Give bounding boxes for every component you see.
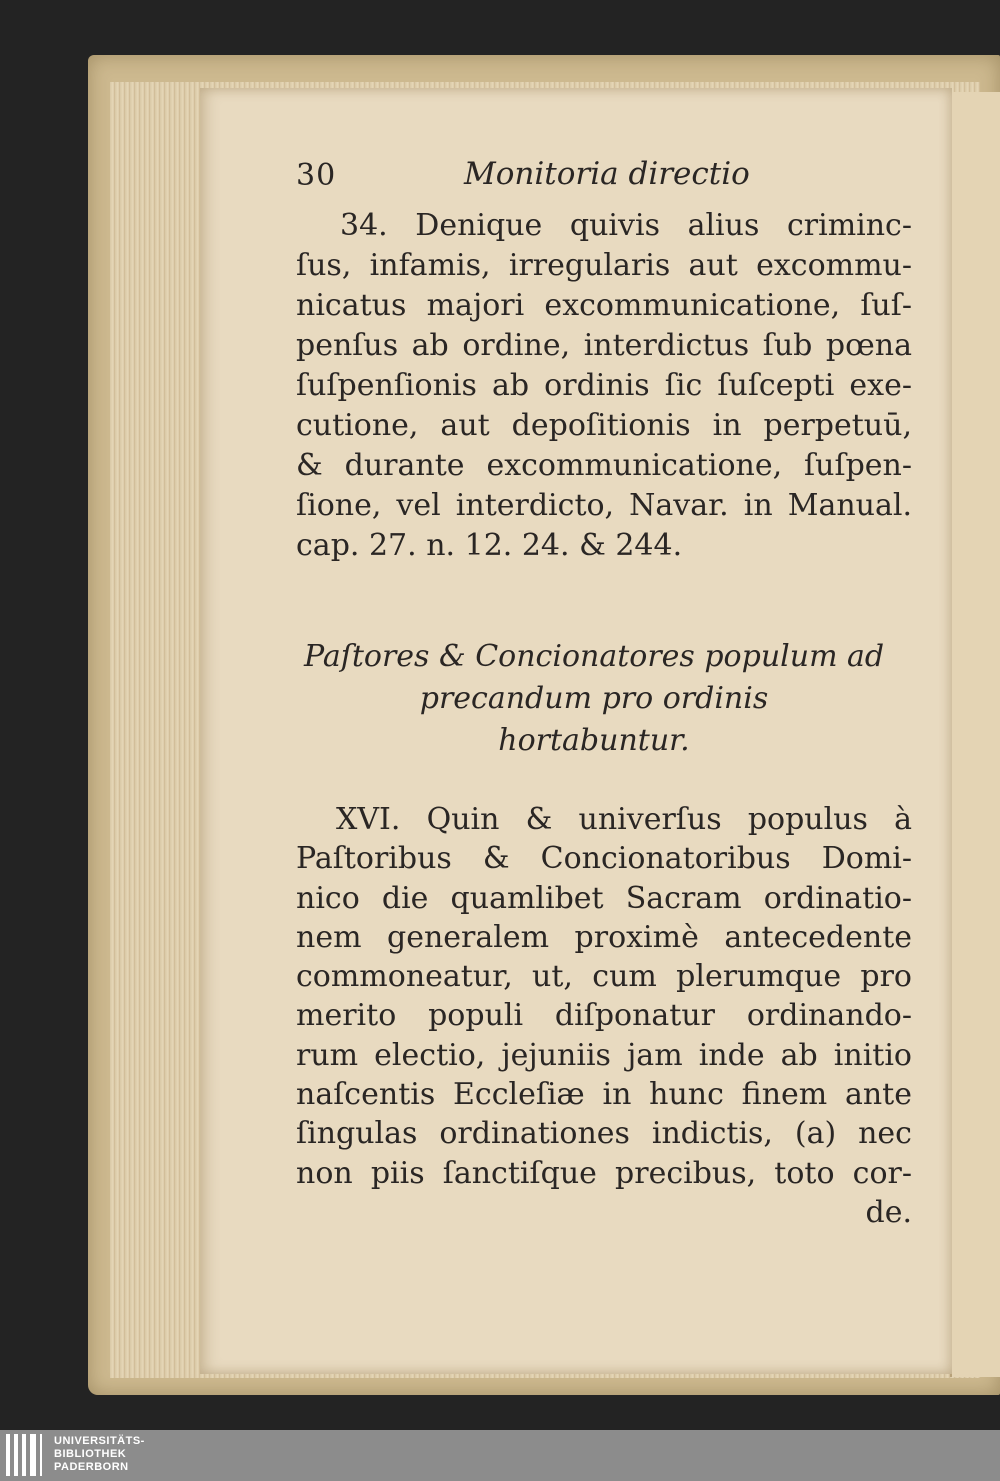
text-line: Paſtoribus & Concionatoribus Domi-: [296, 841, 912, 877]
text-line: nem generalem proximè antecedente: [296, 919, 912, 955]
text-line: non piis ſanctiſque precibus, toto cor-: [296, 1155, 912, 1191]
text-line: naſcentis Eccleſiæ in hunc finem ante: [296, 1077, 912, 1113]
section-heading: [304, 636, 884, 762]
text-line: cap. 27. n. 12. 24. & 244.: [296, 528, 683, 563]
library-logo-icon: [6, 1434, 46, 1476]
facing-page-edge: [950, 92, 1000, 1377]
paragraph-xvi: [296, 800, 912, 1232]
text-line: commoneatur, ut, cum plerumque pro: [296, 959, 912, 995]
text-line: 34. Denique quivis alius criminc-: [340, 208, 912, 243]
book-page: [200, 88, 952, 1374]
text-line: XVI. Quin & univerſus populus à: [336, 802, 912, 837]
text-line: nicatus majori excommunicatione, ſuſ-: [296, 288, 912, 323]
heading-line: hortabuntur.: [498, 723, 690, 758]
text-line: cutione, aut depoſitionis in perpetuū,: [296, 408, 912, 443]
text-line: ſingulas ordinationes indictis, (a) nec: [296, 1116, 912, 1152]
text-line: ſus, infamis, irregularis aut excommu-: [296, 248, 912, 283]
logo-line: UNIVERSITÄTS-: [54, 1435, 145, 1447]
logo-line: PADERBORN: [54, 1461, 129, 1473]
text-line: penſus ab ordine, interdictus ſub pœna: [296, 328, 912, 363]
library-footer: [0, 1430, 1000, 1481]
text-line: merito populi diſponatur ordinando-: [296, 998, 912, 1034]
heading-line: Paſtores & Concionatores populum ad: [304, 639, 885, 674]
running-head: Monitoria directio: [464, 156, 750, 192]
text-line: & durante excommunicatione, ſuſpen-: [296, 448, 912, 483]
page-header: [296, 154, 750, 194]
text-line: rum electio, jejuniis jam inde ab initio: [296, 1037, 912, 1073]
text-line: nico die quamlibet Sacram ordinatio-: [296, 880, 912, 916]
page-number: 30: [296, 158, 337, 193]
catchword: de.: [865, 1194, 912, 1230]
library-logo-text: [54, 1435, 145, 1474]
paragraph-34: [296, 206, 912, 566]
heading-line: precandum pro ordinis: [419, 681, 769, 716]
logo-line: BIBLIOTHEK: [54, 1448, 127, 1460]
text-line: ſione, vel interdicto, Navar. in Manual.: [296, 488, 912, 523]
text-line: ſuſpenſionis ab ordinis ſic ſuſcepti exe-: [296, 368, 912, 403]
